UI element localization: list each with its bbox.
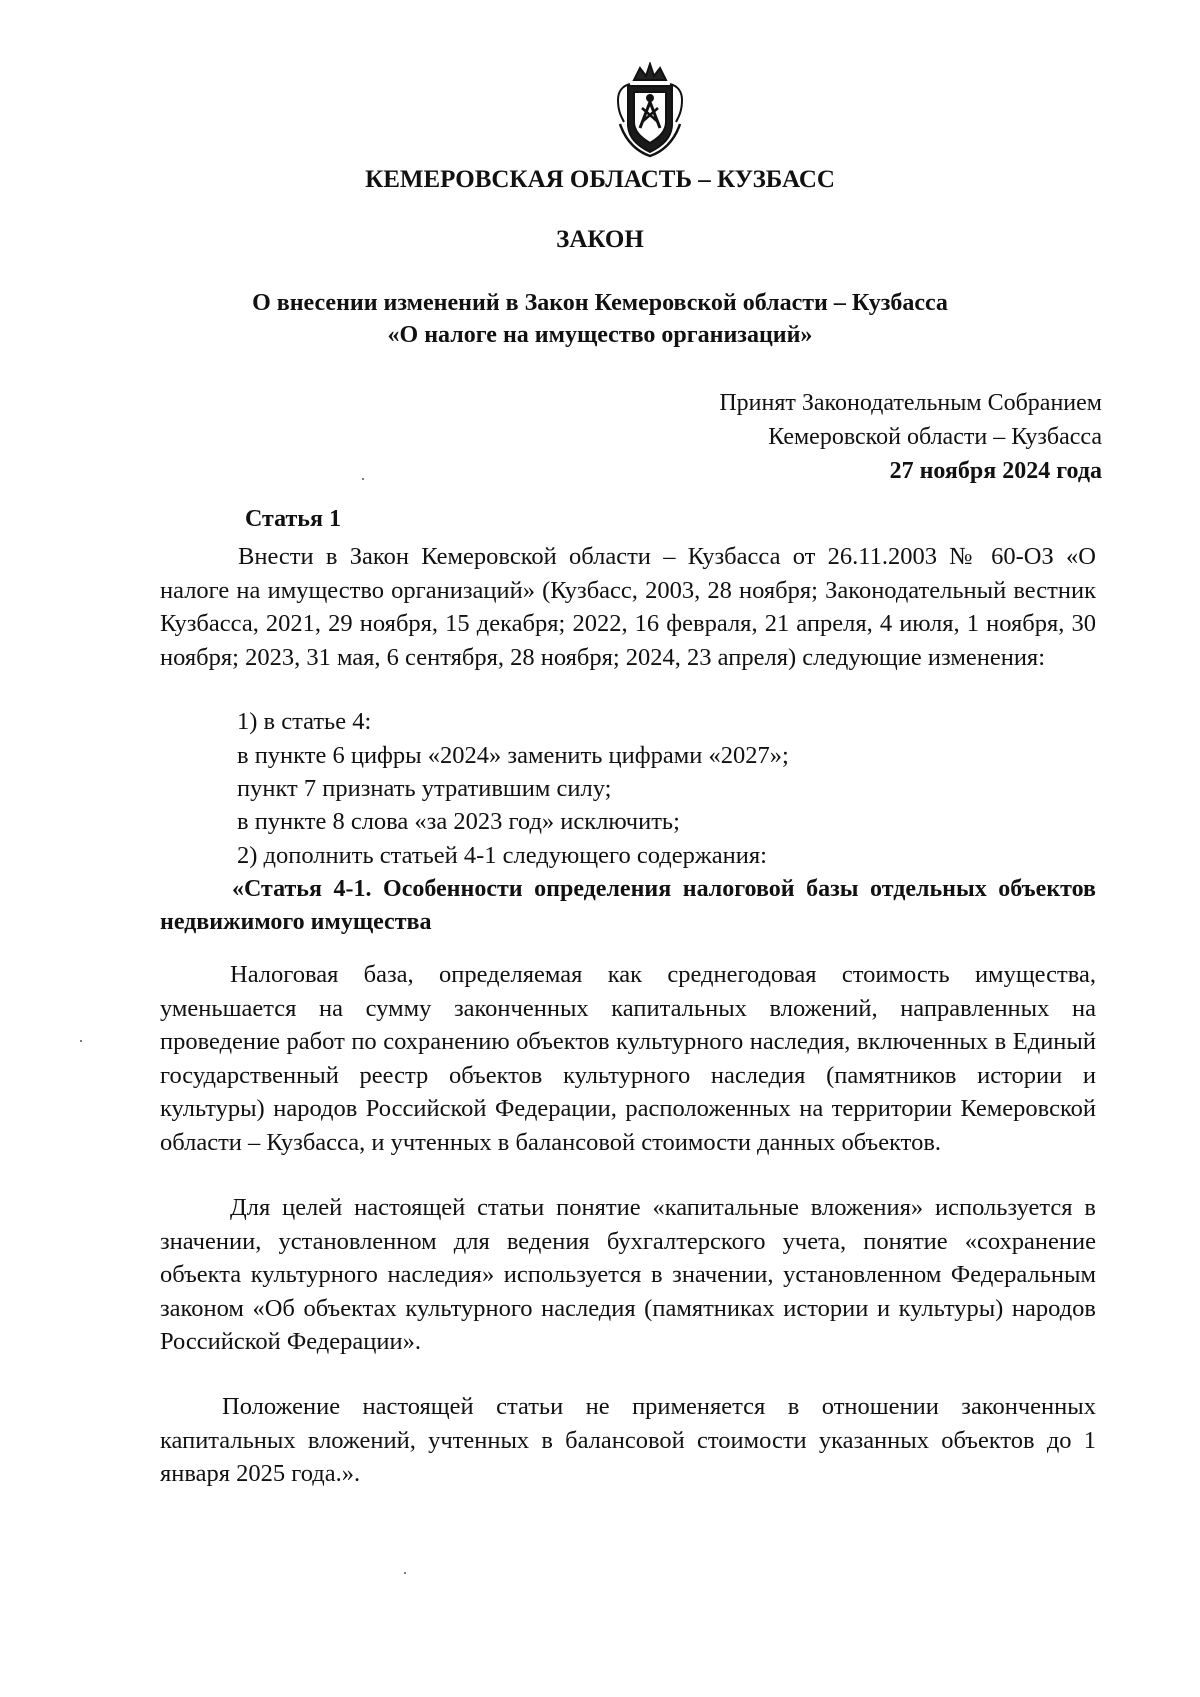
list-item: пункт 7 признать утратившим силу; xyxy=(237,775,612,802)
list-item: 2) дополнить статьей 4-1 следующего содержания: xyxy=(237,842,767,869)
list-item: в пункте 6 цифры «2024» заменить цифрами «2027»; xyxy=(237,742,789,769)
law-subtitle-line2: «О налоге на имущество организаций» xyxy=(387,322,813,348)
article-1-intro: Внести в Закон Кемеровской области – Кузбасса от 26.11.2003 № 60-ОЗ «О налоге на имущество организаций» (Кузбасс, 2003, 28 ноября; Законодательный вестник Кузбасса, 2021, 29 ноября, 15 декабря; 2022, 16 февраля, 21 апреля, 4 июля, 1 ноября, 30 ноября; 2023, 31 мая, 6 сентября, 28 ноября; 2024, 23 апреля) следующие изменения: xyxy=(160,543,1096,671)
kuzbass-coat-of-arms-icon xyxy=(612,62,688,158)
article-4-1-paragraph-3: Положение настоящей статьи не применяется в отношении законченных капитальных вложений, учтенных в балансовой стоимости указанных объектов до 1 января 2025 года.». xyxy=(160,1393,1096,1487)
list-item: в пункте 8 слова «за 2023 год» исключить; xyxy=(237,808,680,835)
scan-speck xyxy=(404,1572,406,1574)
scan-speck xyxy=(362,478,364,480)
law-subtitle-line1: О внесении изменений в Закон Кемеровской области – Кузбасса xyxy=(252,290,948,316)
scan-speck xyxy=(80,1040,82,1042)
article-4-1-paragraph-1: Налоговая база, определяемая как среднегодовая стоимость имущества, уменьшается на сумму законченных капитальных вложений, направленных на проведение работ по сохранению объектов культурного наследия, включенных в Единый государственный реестр объектов культурного наследия (памятников истории и культуры) народов Российской Федерации, расположенных на территории Кемеровской области – Кузбасса, и учтенных в балансовой стоимости данных объектов. xyxy=(160,961,1096,1156)
region-title: КЕМЕРОВСКАЯ ОБЛАСТЬ – КУЗБАСС xyxy=(365,166,835,193)
article-1-title: Статья 1 xyxy=(245,506,341,532)
list-item: 1) в статье 4: xyxy=(237,708,372,735)
adoption-date: 27 ноября 2024 года xyxy=(889,458,1102,484)
adopted-by-line1: Принят Законодательным Собранием xyxy=(719,390,1102,416)
document-type: ЗАКОН xyxy=(556,226,644,253)
article-4-1-paragraph-2: Для целей настоящей статьи понятие «капитальные вложения» используется в значении, установленном для ведения бухгалтерского учета, понятие «сохранение объекта культурного наследия» используется в значении, установленном Федеральным законом «Об объектах культурного наследия (памятниках истории и культуры) народов Российской Федерации». xyxy=(160,1194,1096,1355)
article-4-1-title: «Статья 4-1. Особенности определения налоговой базы отдельных объектов недвижимого имущества xyxy=(160,876,1096,935)
adopted-by-line2: Кемеровской области – Кузбасса xyxy=(768,424,1102,450)
